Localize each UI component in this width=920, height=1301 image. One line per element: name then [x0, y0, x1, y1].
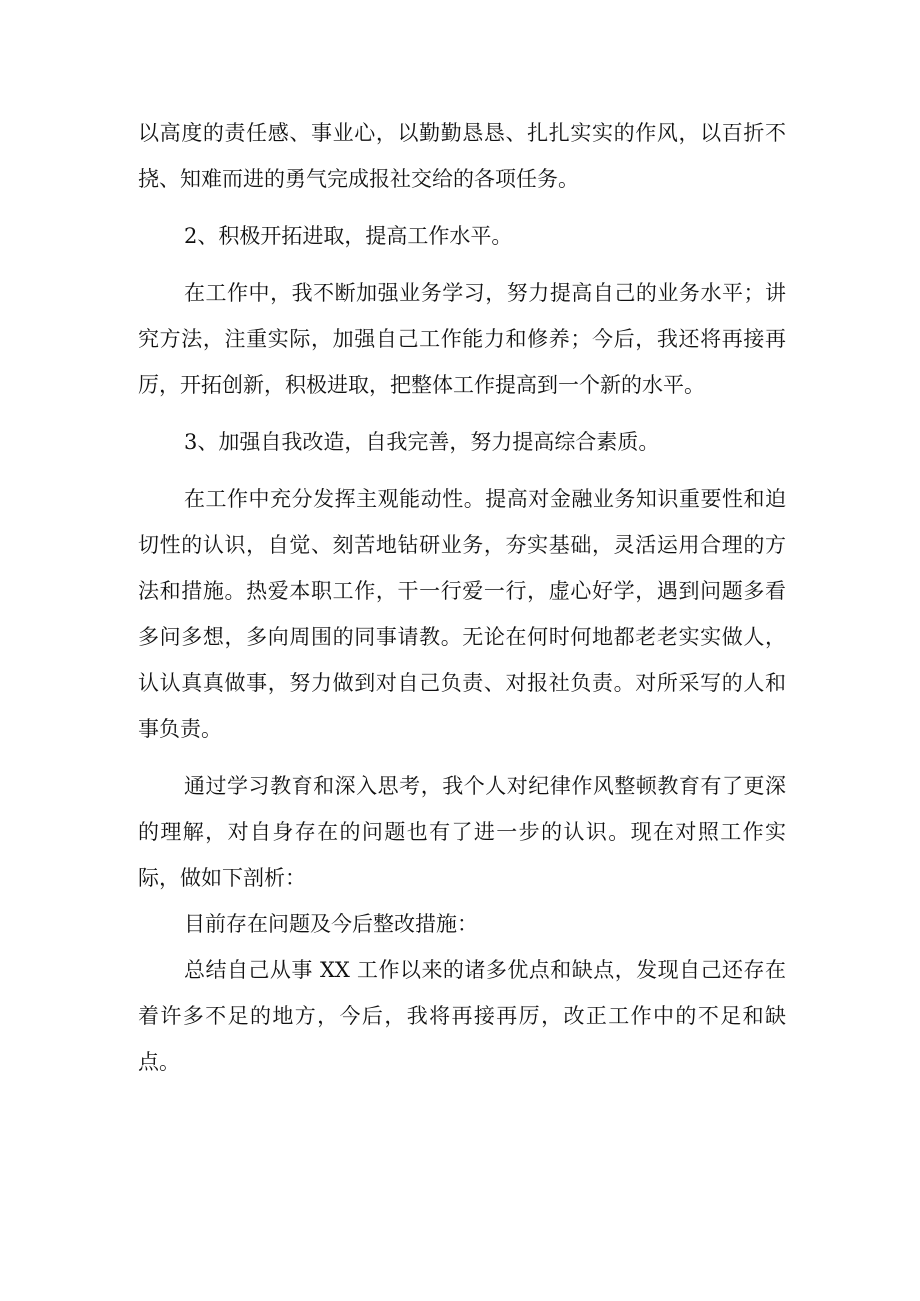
- paragraph-work-improvement: 在工作中，我不断加强业务学习，努力提高自己的业务水平；讲究方法，注重实际，加强自己工作能力和修养；今后，我还将再接再厉，开拓创新，积极进取，把整体工作提高到一个新的水平。: [138, 281, 786, 397]
- subheading-problems-measures: 目前存在问题及今后整改措施：: [184, 912, 478, 936]
- document-body: [138, 110, 786, 1085]
- paragraph-reflection: 通过学习教育和深入思考，我个人对纪律作风整顿教育有了更深的理解，对自身存在的问题也有了进一步的认识。现在对照工作实际，做如下剖析：: [138, 774, 786, 890]
- section-heading-3: 3、加强自我改造，自我完善，努力提高综合素质。: [184, 430, 660, 454]
- paragraph-initiative: 在工作中充分发挥主观能动性。提高对金融业务知识重要性和迫切性的认识，自觉、刻苦地钻研业务，夯实基础，灵活运用合理的方法和措施。热爱本职工作，干一行爱一行，虚心好学，遇到问题多看多问多想，多向周围的同事请教。无论在何时何地都老老实实做人，认认真真做事，努力做到对自己负责、对报社负责。对所采写的人和事负责。: [138, 487, 786, 741]
- paragraph-continuation: 以高度的责任感、事业心，以勤勤恳恳、扎扎实实的作风，以百折不挠、知难而进的勇气完成报社交给的各项任务。: [138, 121, 786, 191]
- paragraph-summary: 总结自己从事 XX 工作以来的诸多优点和缺点，发现自己还存在着许多不足的地方，今后，我将再接再厉，改正工作中的不足和缺点。: [138, 958, 786, 1074]
- section-heading-2: 2、积极开拓进取，提高工作水平。: [184, 224, 513, 248]
